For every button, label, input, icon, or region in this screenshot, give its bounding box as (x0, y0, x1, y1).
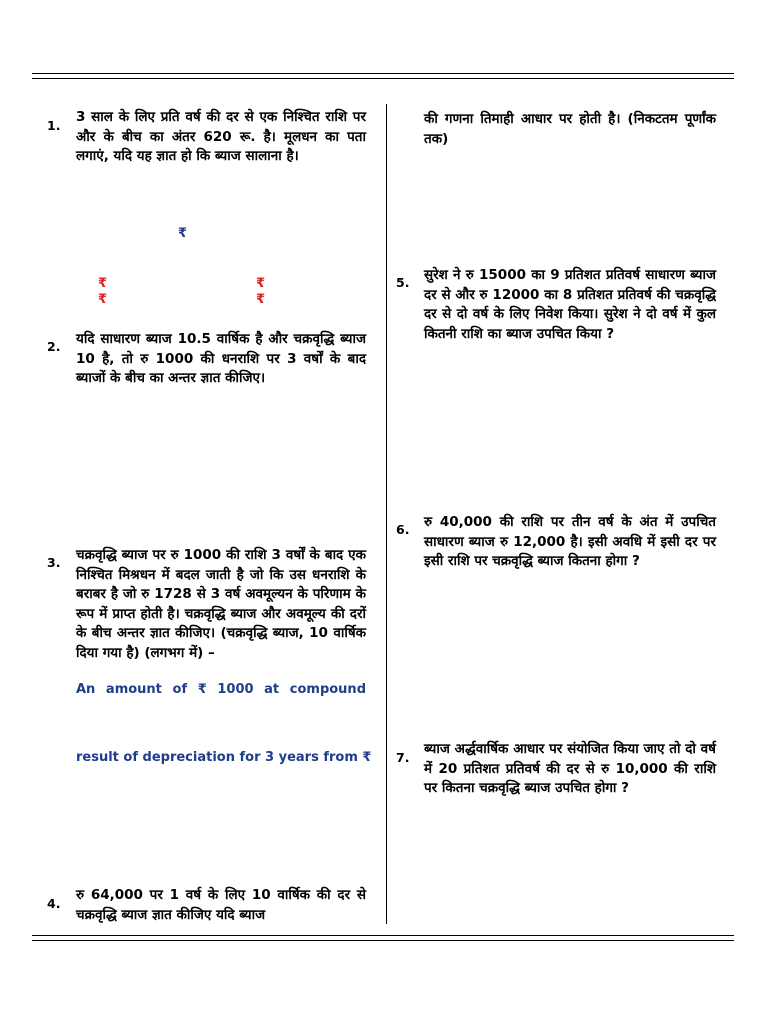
question-text: 3 साल के लिए प्रति वर्ष की दर से एक निश्चित राशि पर और के बीच का अंतर 620 रू. है। मूलधन का पता लगाएं, यदि यह ज्ञात हो कि ब्याज सालाना है। (76, 109, 366, 164)
english-text-line: result of depreciation for 3 years from ₹ (76, 750, 372, 765)
question-text: रु 64,000 पर 1 वर्ष के लिए 10 वार्षिक की दर से चक्रवृद्धि ब्याज ज्ञात कीजिए यदि ब्याज (76, 887, 366, 923)
question-number: 6. (396, 522, 410, 537)
question-number: 2. (47, 339, 61, 354)
bottom-rule-2 (32, 940, 734, 941)
rupee-symbol-red: ₹ (98, 276, 108, 291)
question-text: यदि साधारण ब्याज 10.5 वार्षिक है और चक्रवृद्धि ब्याज 10 है, तो रु 1000 की धनराशि पर 3 वर्षों के बाद ब्याजों के बीच का अन्तर ज्ञात कीजिए। (76, 331, 366, 386)
rupee-symbol-red: ₹ (256, 292, 266, 307)
question-text: चक्रवृद्धि ब्याज पर रु 1000 की राशि 3 वर्षों के बाद एक निश्चित मिश्रधन में बदल जाती है जो कि उस धनराशि के बराबर है जो रु 1728 से 3 वर्ष अवमूल्यन के परिणाम के रूप में प्राप्त होती है। चक्रवृद्धि ब्याज और अवमूल्य की दरों के बीच अन्तर ज्ञात कीजिए। (चक्रवृद्धि ब्याज, 10 वार्षिक दिया गया है) (लगभग में) – (76, 547, 366, 661)
question-text: रु 40,000 की राशि पर तीन वर्ष के अंत में उपचित साधारण ब्याज रु 12,000 है। इसी अवधि में इसी दर पर इसी राशि पर चक्रवृद्धि ब्याज कितना होगा ? (424, 514, 716, 569)
english-text-line: An amount of ₹ 1000 at compound (76, 682, 366, 697)
rupee-symbol-red: ₹ (256, 276, 266, 291)
question-text: सुरेश ने रु 15000 का 9 प्रतिशत प्रतिवर्ष साधारण ब्याज दर से और रु 12000 का 8 प्रतिशत प्रतिवर्ष की चक्रवृद्धि दर से दो वर्ष के लिए निवेश किया। सुरेश ने दो वर्ष में कुल कितनी राशि का ब्याज उपचित किया ? (424, 267, 716, 342)
question-number: 7. (396, 750, 410, 765)
question-number: 5. (396, 275, 410, 290)
question-number: 3. (47, 555, 61, 570)
question-number: 4. (47, 896, 61, 911)
question-text: ब्याज अर्द्धवार्षिक आधार पर संयोजित किया जाए तो दो वर्ष में 20 प्रतिशत प्रतिवर्ष की दर से रु 10,000 की राशि पर कितना चक्रवृद्धि ब्याज उपचित होगा ? (424, 741, 716, 796)
top-rule-1 (32, 73, 734, 74)
column-divider (386, 104, 387, 924)
question-number: 1. (47, 118, 61, 133)
rupee-symbol-blue: ₹ (178, 226, 188, 241)
bottom-rule-1 (32, 935, 734, 936)
top-rule-2 (32, 78, 734, 79)
rupee-symbol-red: ₹ (98, 292, 108, 307)
question-text: की गणना तिमाही आधार पर होती है। (निकटतम पूर्णांक तक) (424, 111, 716, 147)
